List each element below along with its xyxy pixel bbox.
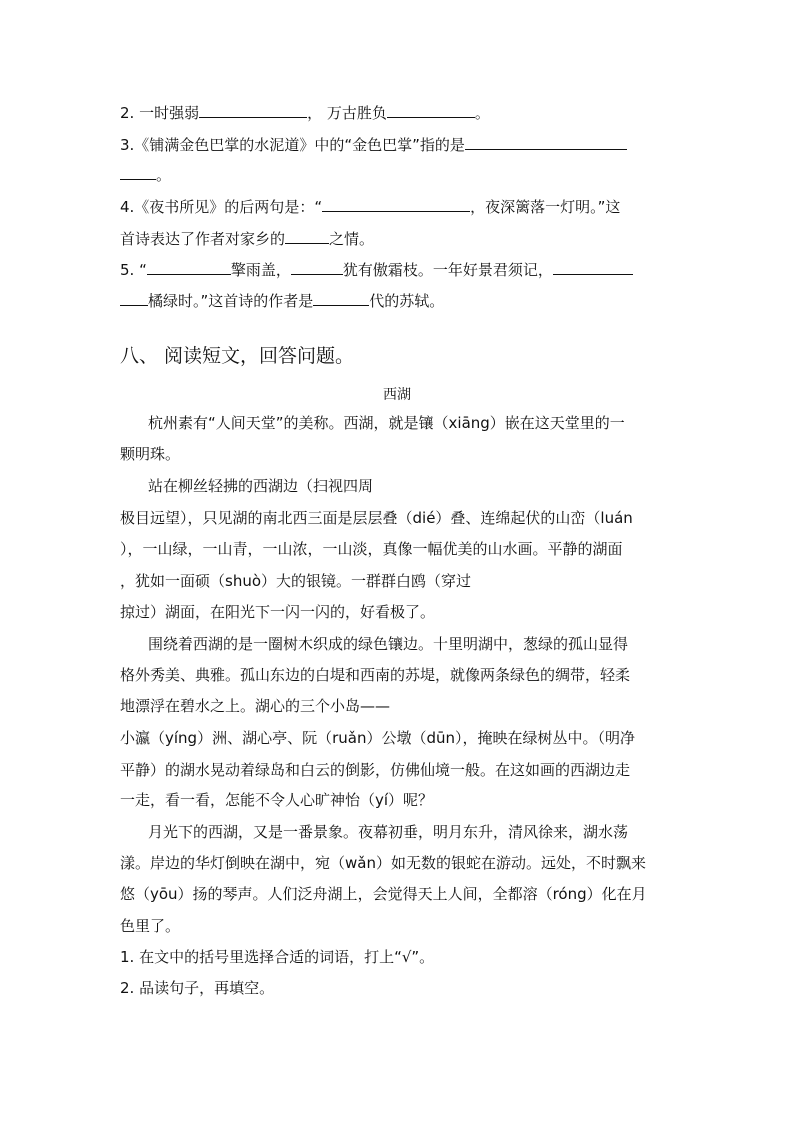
passage-line: 掠过）湖面，在阳光下一闪一闪的，好看极了。 xyxy=(120,603,436,621)
passage-line: 站在柳丝轻拂的西湖边（扫视四周 xyxy=(148,477,374,495)
answer-blank[interactable] xyxy=(291,259,343,275)
answer-blank[interactable] xyxy=(285,228,329,244)
passage-line: 格外秀美、典雅。孤山东边的白堤和西南的苏堤，就像两条绿色的绸带，轻柔 xyxy=(120,666,631,684)
passage-line: 地漂浮在碧水之上。湖心的三个小岛—— xyxy=(120,697,391,715)
passage-line: ，犹如一面硕（shuò）大的银镜。一群群白鸥（穿过 xyxy=(120,572,472,590)
question-line: 2. 品读句子，再填空。 xyxy=(120,979,275,997)
passage-line: 杭州素有“人间天堂”的美称。西湖，就是镶（xiāng）嵌在这天堂里的一 xyxy=(148,414,625,432)
fill-question-4-cont: 首诗表达了作者对家乡的 之情。 xyxy=(120,230,375,248)
answer-blank[interactable] xyxy=(147,259,231,275)
answer-blank[interactable] xyxy=(313,290,369,306)
passage-line: 围绕着西湖的是一圈树木织成的绿色镶边。十里明湖中，葱绿的孤山显得 xyxy=(148,635,629,653)
answer-blank[interactable] xyxy=(322,196,470,212)
passage-line: 色里了。 xyxy=(120,917,181,935)
passage-line: 平静）的湖水晃动着绿岛和白云的倒影，仿佛仙境一般。在这如画的西湖边走 xyxy=(120,761,631,779)
fill-question-5: 5. “ 擎雨盖， 犹有傲霜枝。一年好景君须记， xyxy=(120,259,633,280)
passage-line: 颗明珠。 xyxy=(120,445,181,463)
answer-blank[interactable] xyxy=(199,102,307,118)
passage-title: 西湖 xyxy=(383,387,411,403)
passage-line: 月光下的西湖，又是一番景象。夜幕初垂，明月东升，清风徐来，湖水荡 xyxy=(148,823,629,841)
question-line: 1. 在文中的括号里选择合适的词语，打上“√”。 xyxy=(120,948,435,966)
passage-line: ），一山绿，一山青，一山浓，一山淡，真像一幅优美的山水画。平静的湖面 xyxy=(120,540,623,558)
answer-blank[interactable] xyxy=(553,259,633,275)
answer-blank[interactable] xyxy=(120,164,156,180)
passage-line: 漾。岸边的华灯倒映在湖中，宛（wǎn）如无数的银蛇在游动。远处，不时飘来 xyxy=(120,854,646,872)
section-heading: 八、 阅读短文，回答问题。 xyxy=(120,345,355,367)
fill-question-3: 3.《铺满金色巴掌的水泥道》中的“金色巴掌”指的是 xyxy=(120,134,627,155)
answer-blank[interactable] xyxy=(465,134,627,150)
answer-blank[interactable] xyxy=(120,290,148,306)
passage-line: 一走，看一看，怎能不令人心旷神怡（yí）呢？ xyxy=(120,791,434,809)
fill-question-5-cont: 橘绿时。”这首诗的作者是 代的苏轼。 xyxy=(120,290,444,311)
passage-line: 小瀛（yíng）洲、湖心亭、阮（ruǎn）公墩（dūn），掩映在绿树丛中。（明净 xyxy=(120,729,635,747)
answer-blank[interactable] xyxy=(387,102,475,118)
passage-line: 极目远望），只见湖的南北西三面是层层叠（dié）叠、连绵起伏的山峦（luán xyxy=(120,509,633,527)
fill-question-2: 2. 一时强弱 ， 万古胜负 。 xyxy=(120,104,490,122)
fill-question-3-cont: 。 xyxy=(120,164,171,185)
passage-line: 悠（yōu）扬的琴声。人们泛舟湖上，会觉得天上人间，全都溶（róng）化在月 xyxy=(120,885,647,903)
fill-question-4: 4.《夜书所见》的后两句是：“ ，夜深篱落一灯明。”这 xyxy=(120,198,621,216)
